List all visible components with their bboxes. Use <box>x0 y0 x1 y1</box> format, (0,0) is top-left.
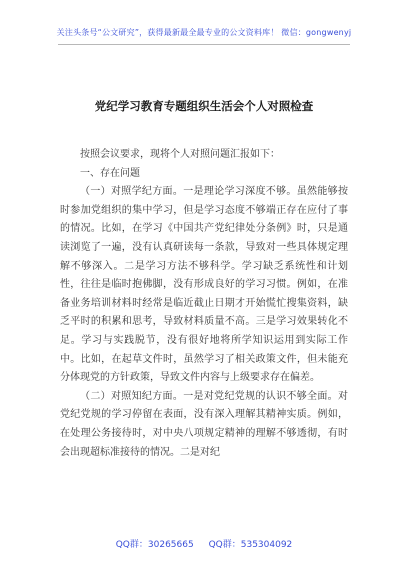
body-paragraph: （二）对照知纪方面。一是对党纪党规的认识不够全面。对党纪党规的学习停留在表面，没有深入理解其精神实质。例如，在处理公务接待时，对中央八项规定精神的理解不够透彻，有时会出现超标准接待的情况。二是对纪 <box>60 390 348 458</box>
footer <box>0 537 408 550</box>
footer-qq-group-1: QQ群：30265665 <box>115 540 194 550</box>
header-divider <box>58 44 350 45</box>
document-title: 党纪学习教育专题组织生活会个人对照检查 <box>94 99 314 113</box>
intro-paragraph: 按照会议要求，现将个人对照问题汇报如下： <box>80 149 280 160</box>
footer-qq-group-2: QQ群：535304092 <box>208 540 293 550</box>
document-body <box>60 146 348 462</box>
body-paragraph: （一）对照学纪方面。一是理论学习深度不够。虽然能够按时参加党组织的集中学习，但是学习态度不够端正存在应付了事的情况。比如，在学习《中国共产党纪律处分条例》时，只是通读浏览了一遍，没有认真研读每一条款，导致对一些具体规定理解不够深入。二是学习方法不够科学。学习缺乏系统性和计划性，往往是临时抱佛脚，没有形成良好的学习习惯。例如，在准备业务培训材料时经常是临近截止日期才开始慌忙搜集资料，缺乏平时的积累和思考，导致材料质量不高。三是学习效果转化不足。学习与实践脱节，没有很好地将所学知识运用到实际工作中。比如，在起草文件时，虽然学习了相关政策文件，但未能充分体现党的方针政策，导致文件内容与上级要求存在偏差。 <box>60 186 348 384</box>
header-banner: 关注头条号“公文研究”，获得最新最全最专业的公文资料库！ 微信：gongwenyj <box>56 28 352 37</box>
section-heading: 一、存在问题 <box>80 167 140 179</box>
